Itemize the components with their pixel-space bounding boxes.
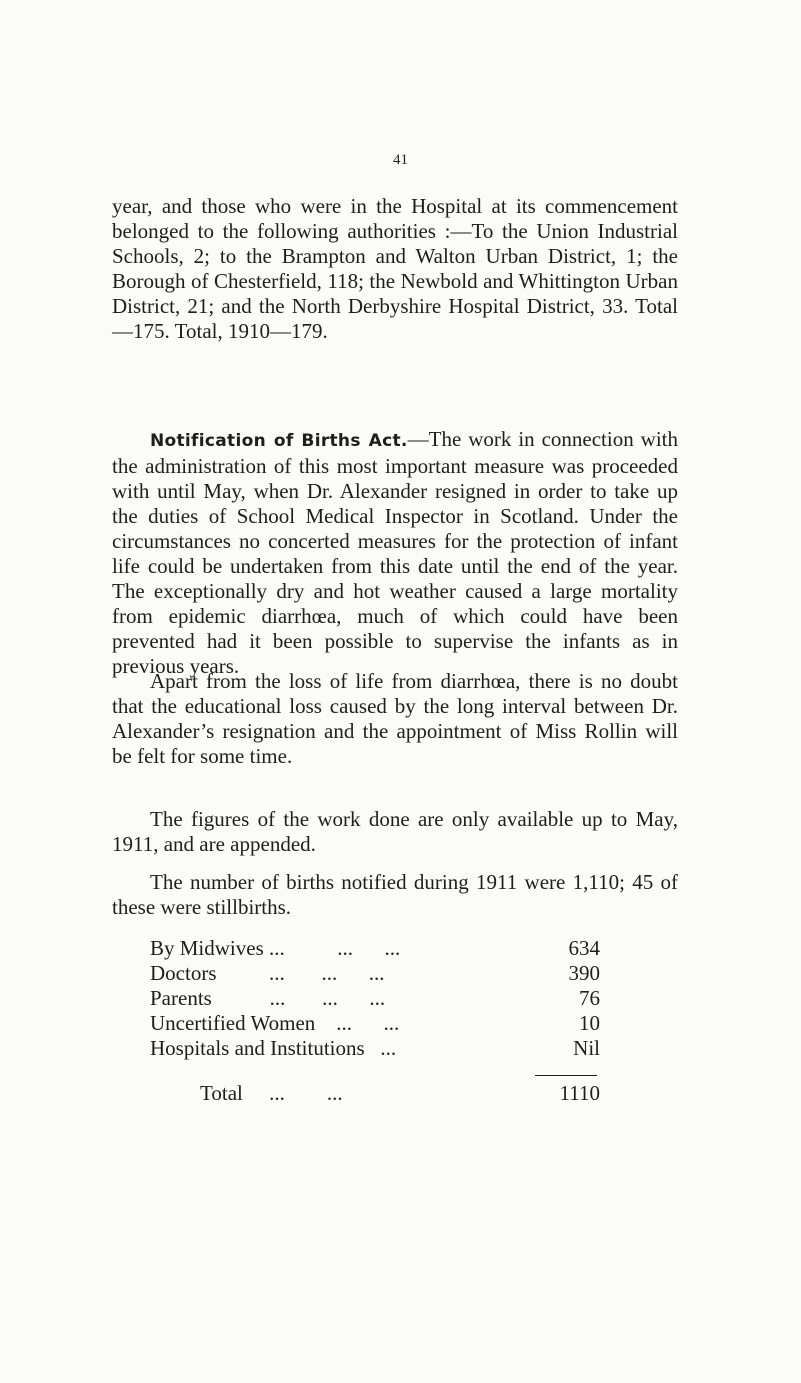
paragraph-text: Apart from the loss of life from diarrhœa, there is no doubt that the educational loss caused by the long interval between Dr. Alexander’s resignation and the appointment of Miss Rollin will be felt for some time. [112,669,678,768]
row-value: Nil [573,1036,600,1060]
paragraph-figures-available [112,807,678,857]
paragraph-educational-loss [112,669,678,769]
table-row [150,1036,600,1061]
row-value: 634 [568,936,600,960]
total-value: 1110 [559,1081,600,1105]
row-label: Doctors ... ... ... [150,961,385,985]
total-label: Total ... ... [200,1081,343,1105]
row-label: Parents ... ... ... [150,986,386,1010]
paragraph-text: —The work in connection with the administration of this most important measure was proceeded with until May, when Dr. Alexander resigned in order to take up the duties of School Medical Inspector in Scotland. Under the circumstances no concerted measures for the protection of infant life could be undertaken from this date until the end of the year. The exceptionally dry and hot weather caused a large mortality from epidemic diarrhœa, much of which could have been prevented had it been possible to supervise the infants as in previous years. [112,427,678,678]
row-value: 390 [568,961,600,985]
page-number: 41 [393,152,408,168]
births-table [150,936,600,1061]
table-row [150,1011,600,1036]
row-label: By Midwives ... ... ... [150,936,401,960]
paragraph-births-notified [112,870,678,920]
table-row [150,936,600,961]
row-value: 76 [579,986,600,1010]
paragraph-notification-births-act [112,427,678,679]
row-label: Uncertified Women ... ... [150,1011,400,1035]
total-rule [535,1075,597,1076]
paragraph-text: The figures of the work done are only available up to May, 1911, and are appended. [112,807,678,856]
row-value: 10 [579,1011,600,1035]
row-label: Hospitals and Institutions ... [150,1036,397,1060]
paragraph-text: The number of births notified during 1911 were 1,110; 45 of these were stillbirths. [112,870,678,919]
total-row [200,1081,600,1106]
paragraph-text: year, and those who were in the Hospital at its commencement belonged to the following authorities :—To the Union Industrial Schools, 2; to the Brampton and Walton Urban District, 1; the Borough of Chesterfield, 118; the Newbold and Whittington Urban District, 21; and the North Derbyshire Hospital District, 33. Total—175. Total, 1910—179. [112,194,678,343]
paragraph-hospital-authorities [112,194,678,344]
section-heading: Notification of Births Act. [150,431,408,451]
table-row [150,961,600,986]
table-row [150,986,600,1011]
